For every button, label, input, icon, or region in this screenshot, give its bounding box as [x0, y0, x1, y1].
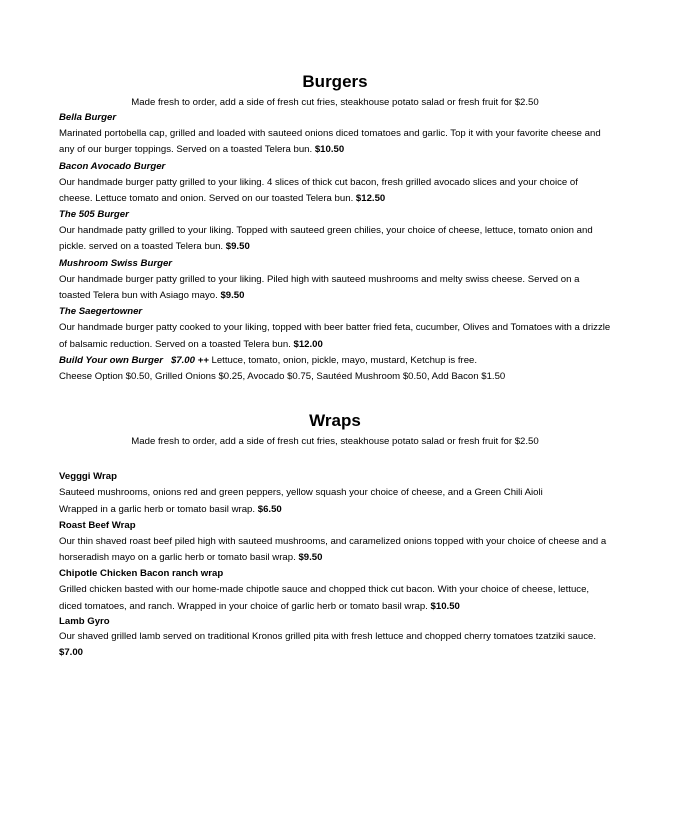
burgers-section [59, 71, 611, 385]
section-spacer [59, 385, 611, 410]
menu-item-vegggi-wrap [59, 469, 611, 518]
item-price: $9.50 [298, 552, 323, 564]
wraps-section [59, 410, 611, 661]
wraps-title: Wraps [309, 411, 361, 431]
description-text: Our handmade burger patty cooked to your liking, topped with beer batter fried feta, cucumber, Olives and Tomatoes with a drizzle of balsamic reduction. Served on a toasted Telera bun. [59, 322, 611, 350]
menu-page [59, 71, 611, 662]
item-price: $10.50 [430, 600, 460, 612]
item-price: $12.50 [355, 192, 386, 204]
item-description [59, 582, 611, 615]
description-text: Marinated portobella cap, grilled and loaded with sauteed onions diced tomatoes and garlic. Top it with your favorite cheese and any of our burger toppings. Served on a toasted Telera bun. [59, 128, 601, 156]
burgers-title: Burgers [302, 72, 368, 91]
addon-options: Cheese Option $0.50, Grilled Onions $0.25, Avocado $0.75, Sautéed Mushroom $0.50, Add Bacon $1.50 [59, 370, 506, 382]
menu-item-saegertowner [59, 304, 611, 353]
free-toppings-note: Lettuce, tomato, onion, pickle, mayo, mustard, Ketchup is free. [211, 354, 478, 366]
item-price: $6.50 [257, 503, 282, 515]
description-text: Our shaved grilled lamb served on traditional Kronos grilled pita with fresh lettuce and chopped cherry tomatoes tzatziki sauce. [59, 631, 596, 643]
menu-item-bacon-avocado-burger [59, 159, 611, 208]
item-description [59, 126, 611, 159]
description-text: Our handmade burger patty grilled to your liking. Piled high with sauteed mushrooms and melty swiss cheese. Served on a toasted Telera bun with Asiago mayo. [59, 273, 580, 302]
item-price: $12.00 [293, 338, 323, 350]
item-name: Chipotle Chicken Bacon ranch wrap [59, 568, 224, 580]
item-price: $7.00 ++ [170, 354, 209, 366]
item-name: Bella Burger [59, 112, 117, 123]
description-text: Our thin shaved roast beef piled high with sauteed mushrooms, and caramelized onions topped with your choice of cheese and a horseradish mayo on a garlic herb or tomato basil wrap. [59, 535, 607, 564]
item-description [59, 272, 611, 305]
item-description [59, 320, 611, 353]
item-name: The Saegertowner [59, 306, 143, 318]
menu-item-roast-beef-wrap [59, 518, 611, 567]
menu-item-505-burger [59, 207, 611, 256]
item-price: $9.50 [220, 290, 245, 302]
wraps-intro: Made fresh to order, add a side of fresh cut fries, steakhouse potato salad or fresh fruit for $2.50 [131, 436, 539, 448]
menu-item-mushroom-swiss-burger [59, 256, 611, 305]
item-name: The 505 Burger [59, 209, 129, 221]
burgers-intro: Made fresh to order, add a side of fresh cut fries, steakhouse potato salad or fresh fruit for $2.50 [131, 97, 539, 108]
item-name: Vegggi Wrap [59, 471, 117, 483]
item-name: Lamb Gyro [59, 616, 110, 628]
item-name: Build Your own Burger [59, 354, 163, 366]
item-description [59, 485, 611, 518]
description-text: Our handmade patty grilled to your liking. Topped with sauteed green chilies, your choice of cheese, lettuce, tomato onion and pickle. served on a toasted Telera bun. [59, 225, 593, 253]
item-description [59, 534, 611, 567]
menu-item-build-your-own-burger [59, 353, 611, 385]
item-description [59, 223, 611, 256]
item-description [59, 629, 611, 662]
item-price: $10.50 [314, 144, 345, 156]
intro-spacer [59, 449, 611, 469]
item-name: Roast Beef Wrap [59, 519, 136, 531]
item-price: $7.00 [59, 647, 84, 659]
description-text: Grilled chicken basted with our home-made chipotle sauce and chopped thick cut bacon. With your choice of cheese, lettuce, diced tomatoes, and ranch. Wrapped in your choice of garlic herb or tomato basil wrap. [59, 584, 590, 612]
build-your-own-line [59, 353, 611, 368]
menu-item-bella-burger [59, 110, 611, 159]
item-name: Bacon Avocado Burger [59, 160, 166, 172]
item-description [59, 175, 611, 208]
item-name: Mushroom Swiss Burger [59, 257, 173, 269]
description-line-1: Sauteed mushrooms, onions red and green peppers, yellow squash your choice of cheese, and a Green Chili Aioli [59, 487, 543, 499]
description-text: Our handmade burger patty grilled to your liking. 4 slices of thick cut bacon, fresh grilled avocado slices and your choice of cheese. Lettuce tomato and onion. Served on our toasted Telera bun. [59, 176, 578, 204]
item-price: $9.50 [225, 241, 250, 253]
menu-item-lamb-gyro [59, 615, 611, 662]
menu-item-chipotle-chicken-wrap [59, 566, 611, 615]
description-line-2: Wrapped in a garlic herb or tomato basil wrap. [59, 503, 256, 515]
